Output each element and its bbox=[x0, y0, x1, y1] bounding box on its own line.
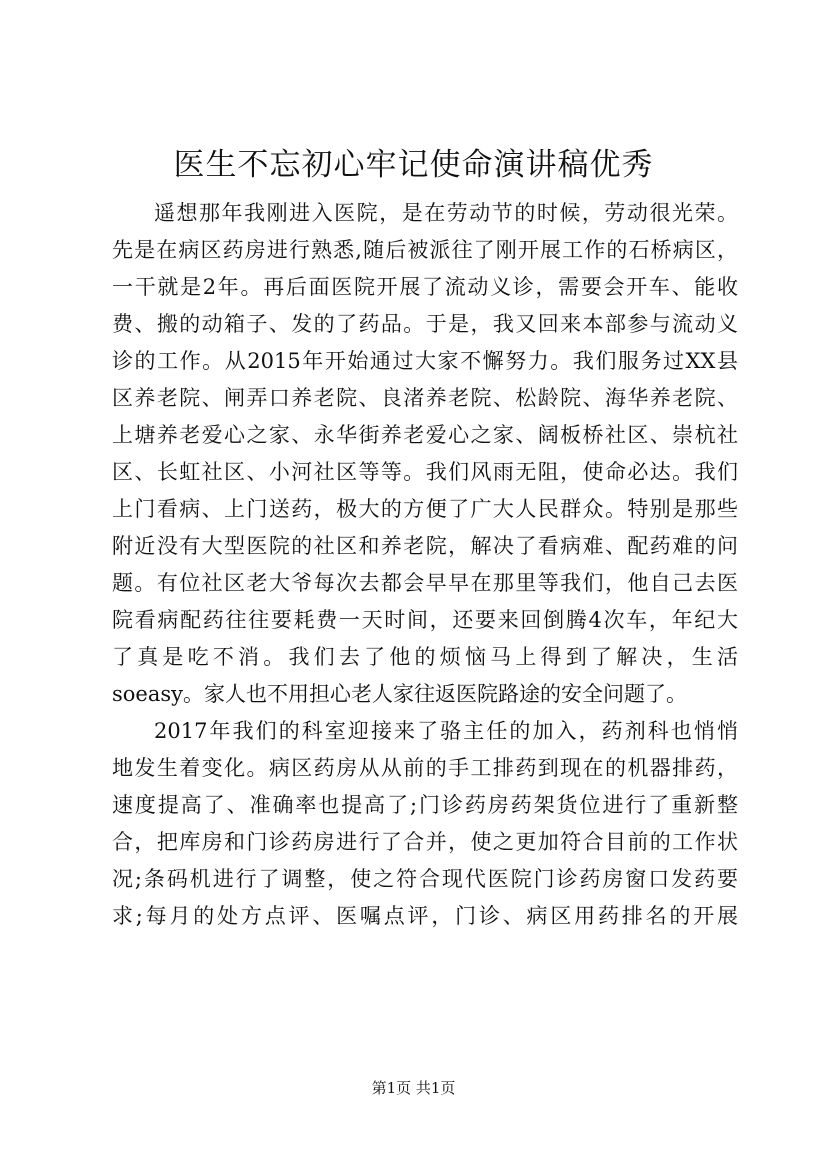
document-title: 医生不忘初心牢记使命演讲稿优秀 bbox=[173, 147, 654, 183]
text-line: 上门看病、上门送药，极大的方便了广大人民群众。特别是那些 bbox=[112, 497, 738, 521]
text-line: 了真是吃不消。我们去了他的烦恼马上得到了解决，生活 bbox=[112, 645, 738, 669]
text-line: 题。有位社区老大爷每次去都会早早在那里等我们，他自己去医 bbox=[112, 571, 738, 595]
text-line: 遥想那年我刚进入医院，是在劳动节的时候，劳动很光荣。 bbox=[154, 201, 738, 225]
text-line: 院看病配药往往要耗费一天时间，还要来回倒腾4次车，年纪大 bbox=[112, 608, 738, 632]
document-body bbox=[112, 195, 738, 935]
text-line: 费、搬的动箱子、发的了药品。于是，我又回来本部参与流动义 bbox=[112, 312, 738, 336]
text-line: 况;条码机进行了调整，使之符合现代医院门诊药房窗口发药要 bbox=[112, 867, 738, 891]
text-line: 先是在病区药房进行熟悉,随后被派往了刚开展工作的石桥病区， bbox=[112, 238, 738, 262]
text-line: 求;每月的处方点评、医嘱点评，门诊、病区用药排名的开展 bbox=[112, 904, 738, 928]
text-line: soeasy。家人也不用担心老人家往返医院路途的安全问题了。 bbox=[112, 682, 688, 706]
text-line: 诊的工作。从2015年开始通过大家不懈努力。我们服务过XX县 bbox=[112, 349, 738, 373]
text-line: 上塘养老爱心之家、永华街养老爱心之家、阔板桥社区、崇杭社 bbox=[112, 423, 738, 447]
text-line: 速度提高了、准确率也提高了;门诊药房药架货位进行了重新整 bbox=[112, 793, 738, 817]
text-line: 2017年我们的科室迎接来了骆主任的加入，药剂科也悄悄 bbox=[154, 719, 738, 743]
text-line: 区、长虹社区、小河社区等等。我们风雨无阻，使命必达。我们 bbox=[112, 460, 738, 484]
text-line: 一干就是2年。再后面医院开展了流动义诊，需要会开车、能收 bbox=[112, 275, 738, 299]
text-line: 合，把库房和门诊药房进行了合并，使之更加符合目前的工作状 bbox=[112, 830, 738, 854]
text-line: 附近没有大型医院的社区和养老院，解决了看病难、配药难的问 bbox=[112, 534, 738, 558]
text-line: 区养老院、闸弄口养老院、良渚养老院、松龄院、海华养老院、 bbox=[112, 386, 738, 410]
page-footer: 第1页 共1页 bbox=[371, 1079, 456, 1097]
text-line: 地发生着变化。病区药房从从前的手工排药到现在的机器排药， bbox=[112, 756, 738, 780]
